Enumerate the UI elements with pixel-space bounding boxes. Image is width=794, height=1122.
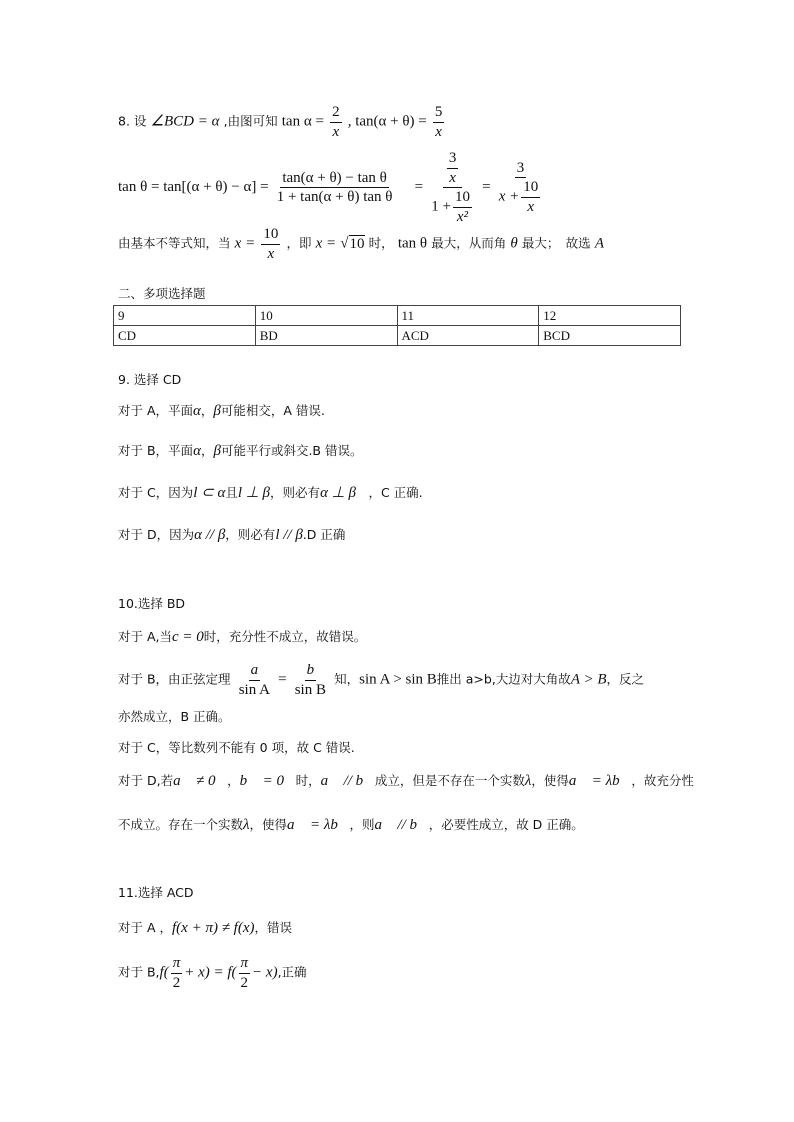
math: sin A > sin B [359,671,437,688]
table-cell: 12 [539,306,681,326]
q9-line-c [118,486,423,501]
text: ，C 正确. [355,485,423,500]
q8-frac-2x [330,104,342,140]
math: l // β [275,527,303,543]
text: 最大； 故选 [521,235,591,251]
text: 对于 D，因为 [118,527,195,542]
q11-line-a [118,921,292,936]
table-cell: ACD [397,326,539,346]
q8-tan-theta-lhs: tan θ = tan[(α + θ) − α] = [118,179,269,195]
math: x = [234,235,256,252]
text: 对于 B, [118,964,160,980]
frac-den: x [332,123,340,140]
frac-den: 1 + tan(α + θ) tan θ [276,189,393,205]
q8-tan-alpha-theta: , tan(α + θ) = [347,113,427,130]
table-cell: BD [255,326,397,346]
math: f( [159,964,169,981]
math: a⃗ // b⃗ [374,817,429,833]
q8-line3 [118,226,604,262]
text: ，则 [349,817,375,832]
q8-text: ,由图可知 [223,113,278,129]
frac-a-sinA [237,662,272,698]
math: a⃗ // b⃗ [320,773,375,789]
math: α [193,403,201,419]
text: 对于 C，因为 [118,485,194,500]
q8-frac-main [275,170,395,206]
text: ，故充分性 [631,773,694,788]
text: 对于 A,当 [118,629,172,644]
text: 推出 a>b,大边对大角故 [436,671,571,687]
frac-num: 10 [453,189,472,208]
frac-num: 10 [521,179,540,198]
eq-sign: = [278,671,287,688]
text: 可能平行或斜交.B 错误。 [220,443,363,458]
q11-heading: 11.选择 ACD [118,885,194,900]
q10-heading: 10.选择 BD [118,596,186,611]
math: l ⊥ β [237,485,271,501]
text: ，必要性成立，故 D 正确。 [428,817,584,832]
q9-line-d [118,528,345,543]
text: ,正确 [277,964,307,980]
answer-table [113,305,681,346]
text: 对于 A ， [118,920,172,935]
inner-frac [521,179,540,215]
math: l ⊂ α [193,485,226,501]
text: 对于 A，平面 [118,403,194,418]
text: 时，充分性不成立，故错误。 [203,629,367,644]
table-cell: 9 [114,306,256,326]
text: ， [227,773,240,788]
frac-den: sin B [294,681,326,698]
math: θ [510,235,518,252]
frac-den: 2 [240,974,249,991]
math: f(x + π) ≠ f(x) [172,920,255,936]
text: ，即 [286,235,312,251]
table-row [114,306,681,326]
text: 且 [225,485,238,500]
math: b⃗ = 0⃗ [239,773,296,789]
eq-sign: = [414,179,424,195]
q9-line-a [118,404,325,419]
text: 时， [368,235,394,251]
q8-lead: 8. 设 [118,113,147,129]
q10-line-b2: 亦然成立，B 正确。 [118,709,231,724]
q9-line-b [118,444,362,459]
frac-den [497,178,545,215]
frac-den: x [435,123,442,140]
text: ， [200,403,214,418]
math: a⃗ = λb⃗ [568,773,632,789]
frac-num: 10 [261,226,280,245]
text: ，则必有 [270,485,321,500]
frac-num: 2 [330,104,342,123]
table-cell: BCD [539,326,681,346]
text: 对于 B，由正弦定理 [118,671,231,687]
math: tan θ [397,235,428,252]
frac-den [429,188,476,225]
q8-frac-result [497,160,545,216]
math: a⃗ ≠ 0⃗ [173,773,228,789]
frac-pi-2 [171,955,183,991]
frac-num: π [171,955,183,974]
math: a⃗ = λb⃗ [287,817,350,833]
den-pre: 1 + [431,198,451,215]
math: α ⊥ β [320,485,356,501]
sqrt: √10 [340,235,365,252]
text: 知， [334,671,360,687]
math: β [213,403,221,419]
frac-num: 3 [447,150,459,169]
frac-den: x [449,169,456,186]
text: 对于 D,若 [118,773,174,788]
math: λ [524,773,532,789]
frac-num: b [305,662,317,681]
frac-den: x² [456,208,469,225]
table-row [114,326,681,346]
q8-frac-nested [429,150,476,225]
q8-tan-alpha: tan α = [281,113,324,130]
math: x = [315,235,337,252]
q9-heading: 9. 选择 CD [118,372,182,387]
math: β [213,443,221,459]
text: ，使得 [249,817,288,832]
q8-frac-5x [433,104,445,140]
math: α // β [194,527,226,543]
frac-num: 5 [433,104,445,123]
math: + x) = f( [184,964,237,981]
text: ，使得 [531,773,569,788]
math: α [193,443,201,459]
frac-den: x [267,245,275,262]
frac-pi-2 [239,955,251,991]
frac-den: x [527,198,535,215]
eq-sign: = [482,179,491,195]
q10-line-b [118,662,644,698]
table-cell: 10 [255,306,397,326]
text: 不成立。存在一个实数 [118,817,244,832]
text: 成立，但是不存在一个实数 [374,773,525,788]
frac-num: tan(α + θ) − tan θ [280,170,389,189]
text: 时， [295,773,321,788]
text: 最大，从而角 [431,235,507,251]
q10-line-a [118,630,366,645]
text: ，反之 [606,671,645,687]
frac-num: a [249,662,261,681]
frac-num [443,150,463,188]
frac-b-sinB [293,662,328,698]
q8-frac-10x [261,226,280,262]
q11-line-b [118,955,307,991]
math: c = 0 [172,629,204,645]
q10-line-c: 对于 C，等比数列不能有 0 项，故 C 错误. [118,740,355,755]
frac-den: sin A [238,681,270,698]
text: ， [200,443,214,458]
text: 对于 B，平面 [118,443,194,458]
math: A > B [570,671,607,688]
text: 由基本不等式知，当 [118,235,231,251]
den-pre: x + [498,188,520,205]
frac-num: 3 [515,160,527,179]
q10-line-d1 [118,774,694,789]
q8-angle: ∠BCD = α [150,113,220,130]
frac-num: π [239,955,251,974]
text: ，则必有 [225,527,276,542]
q10-line-d2 [118,818,584,833]
inner-frac [453,189,472,225]
inner-frac [447,150,459,186]
sqrt-value: 10 [349,235,365,252]
frac-den: 2 [172,974,181,991]
text: .D 正确 [302,527,346,542]
table-cell: 11 [397,306,539,326]
table-cell: CD [114,326,256,346]
text: 可能相交，A 错误. [220,403,325,418]
text: ，错误 [254,920,293,935]
math: λ [243,817,250,833]
q8-line2 [118,150,546,225]
section-heading: 二、多项选择题 [118,286,206,301]
q8-line1 [118,104,446,140]
math: − x) [252,964,278,981]
answer-letter: A [594,235,604,252]
